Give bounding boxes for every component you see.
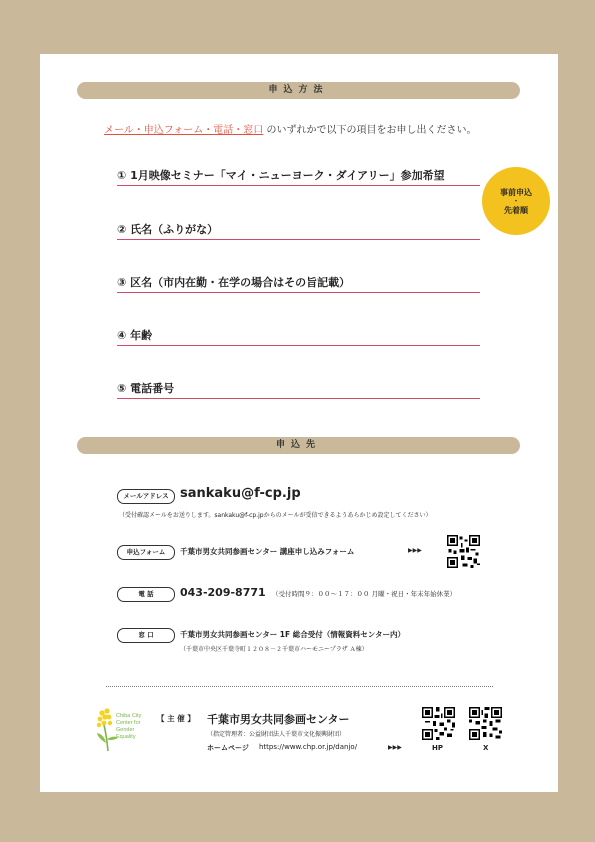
tel-label: 電 話: [117, 587, 175, 602]
center-logo: [94, 703, 152, 753]
window-location: 千葉市男女共同参画センター 1F 総合受付（情報資料センター内）: [180, 630, 405, 639]
dotted-divider: [106, 686, 493, 687]
manager-text: （指定管理者：公益財団法人千葉市文化振興財団）: [207, 731, 346, 738]
badge-dot: ・: [512, 196, 520, 205]
homepage-arrow-icon: ▶▶▶: [388, 744, 402, 751]
window-label: 窓 口: [117, 628, 175, 643]
x-qr-code: [469, 707, 502, 740]
requirement-item-1: ① 1月映像セミナー「マイ・ニューヨーク・ダイアリー」参加希望: [117, 167, 480, 186]
homepage-url-link[interactable]: https://www.chp.or.jp/danjo/: [259, 743, 358, 751]
tel-number: 043-209-8771: [180, 586, 266, 599]
window-address: （千葉市中央区千葉寺町１２０８－２千葉市ハーモニープラザ Ａ棟）: [180, 646, 368, 653]
mail-label: メールアドレス: [117, 489, 175, 504]
requirement-item-5: ⑤ 電話番号: [117, 380, 480, 399]
hp-qr-code: [422, 707, 455, 740]
badge-line-2: 先着順: [504, 205, 528, 215]
organizer-label: 【 主 催 】: [157, 714, 195, 723]
form-label: 申込フォーム: [117, 545, 175, 560]
intro-text: [104, 121, 477, 136]
logo-text-line-2: Center for: [116, 720, 141, 726]
homepage-label: ホームページ: [207, 744, 249, 752]
page-sheet: [40, 54, 558, 792]
logo-text-line-4: Equality: [116, 734, 136, 740]
hp-qr-label: HP: [432, 744, 443, 752]
organizer-name: 千葉市男女共同参画センター: [207, 713, 350, 726]
x-qr-label: X: [483, 744, 489, 752]
tel-note: （受付時間９：００～１７：００ 月曜・祝日・年末年始休業）: [272, 590, 457, 598]
application-form-link[interactable]: 千葉市男女共同参画センター 講座申し込みフォーム: [180, 547, 355, 556]
logo-text-line-1: Chiba City: [116, 713, 142, 719]
requirement-item-2: ② 氏名（ふりがな）: [117, 221, 480, 240]
logo-text-line-3: Gender: [116, 727, 135, 733]
mail-note: （受付確認メールをお送りします。sankaku@f-cp.jpからのメールが受信できるようあらかじめ設定してください）: [119, 512, 432, 519]
form-arrow-icon: ▶▶▶: [408, 547, 422, 554]
badge-line-1: 事前申込: [500, 187, 532, 197]
requirement-item-3: ③ 区名（市内在勤・在学の場合はその旨記載）: [117, 274, 480, 293]
intro-highlight: メール・申込フォーム・電話・窓口: [104, 125, 264, 136]
section-header-application-method: 申込方法: [77, 82, 520, 99]
mail-address-link[interactable]: sankaku@f-cp.jp: [180, 486, 301, 501]
intro-rest: のいずれかで以下の項目をお申し出ください。: [263, 125, 477, 136]
reservation-badge: [485, 170, 547, 232]
section-header-contact: 申込先: [77, 437, 520, 454]
requirement-item-4: ④ 年齢: [117, 327, 480, 346]
form-qr-code: [447, 535, 480, 568]
